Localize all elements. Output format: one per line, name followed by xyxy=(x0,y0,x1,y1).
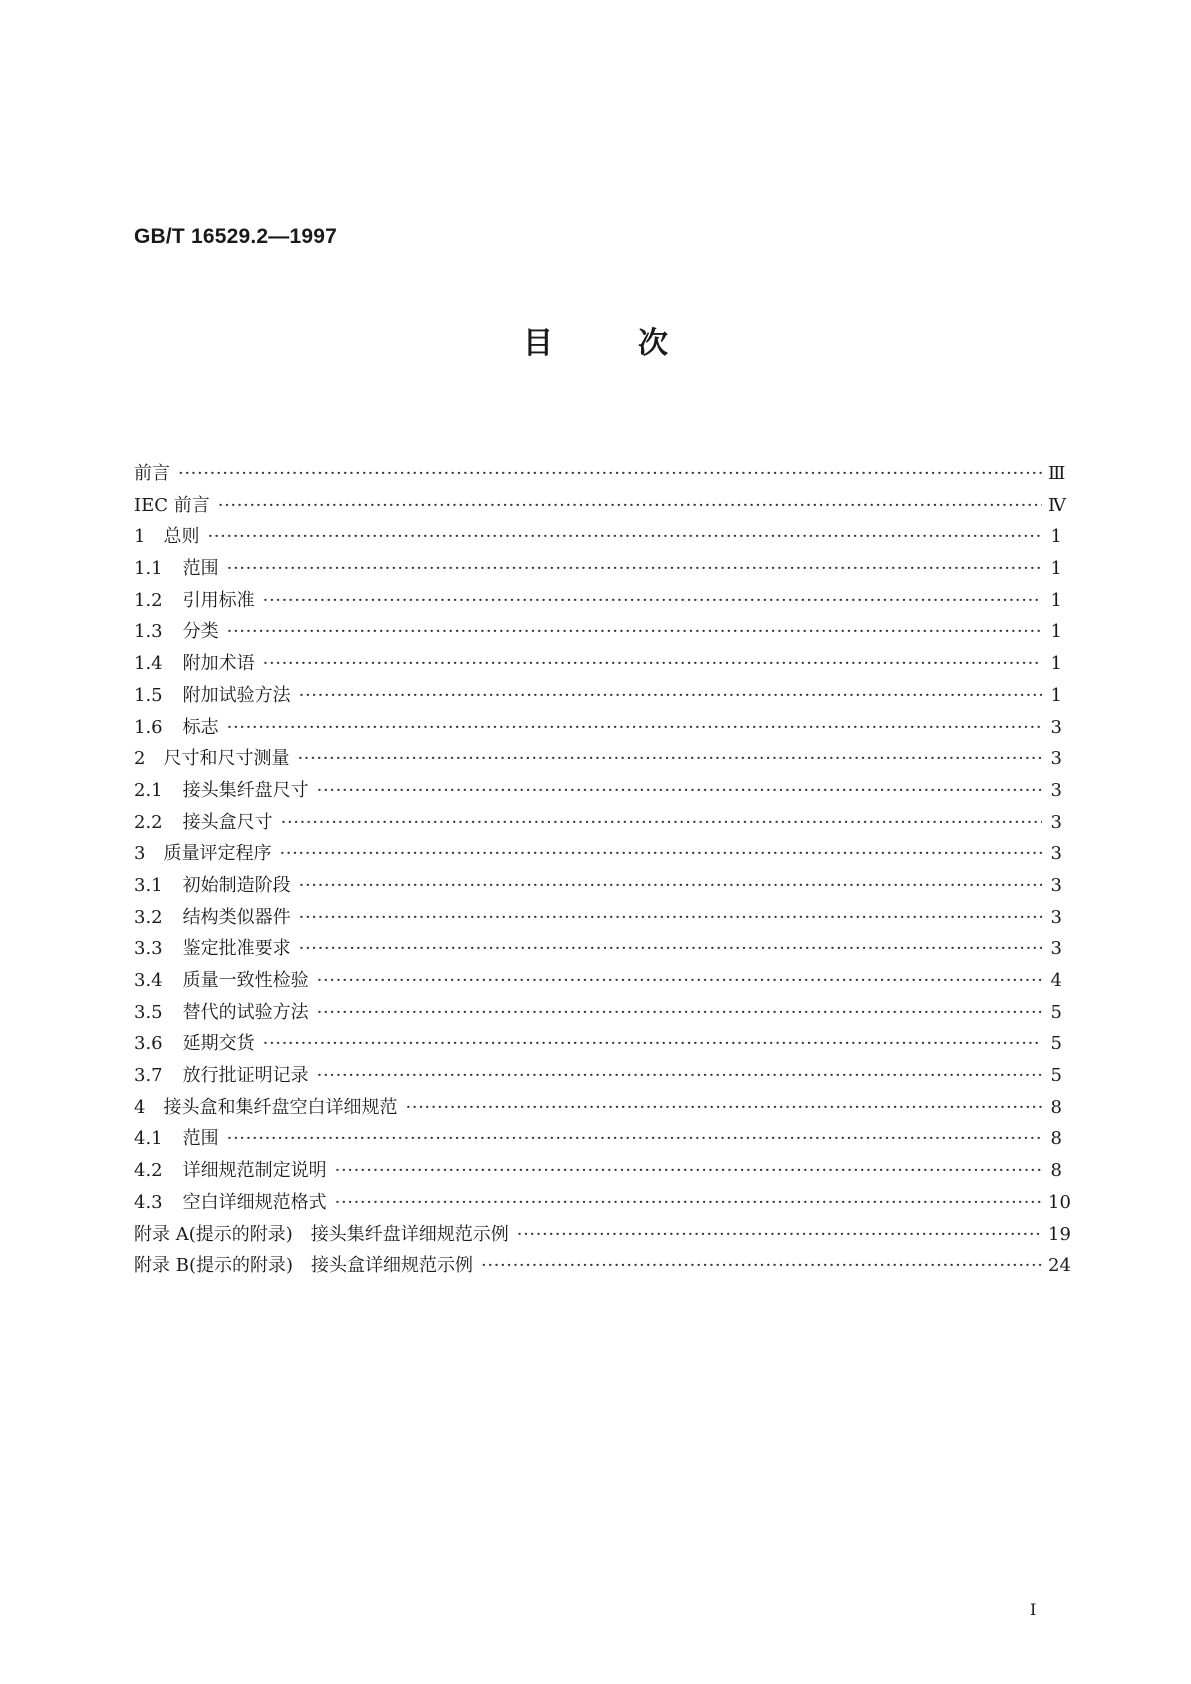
toc-entry-label: 延期交货 xyxy=(182,1033,255,1055)
toc-entry-page: 3 xyxy=(1050,874,1062,896)
toc-entry-label: 总则 xyxy=(163,526,200,548)
toc-entry-page: 24 xyxy=(1048,1255,1071,1277)
dot-leader xyxy=(207,526,1042,547)
toc-entry-label: 尺寸和尺寸测量 xyxy=(163,748,290,770)
toc-entry[interactable] xyxy=(134,1220,1071,1252)
title-char-2: 次 xyxy=(638,326,668,361)
dot-leader xyxy=(279,843,1042,864)
toc-entry-label: 鉴定批准要求 xyxy=(182,938,291,960)
toc-entry-page: 3 xyxy=(1050,843,1062,865)
dot-leader xyxy=(317,1065,1042,1086)
toc-entry-page: 1 xyxy=(1050,621,1062,643)
toc-entry[interactable] xyxy=(134,998,1062,1030)
toc-entry[interactable] xyxy=(134,776,1062,808)
dot-leader xyxy=(317,1002,1042,1023)
toc-entry[interactable] xyxy=(134,934,1062,966)
toc-entry-label: 接头集纤盘尺寸 xyxy=(182,779,309,801)
toc-entry-number: 3.1 xyxy=(134,874,163,896)
table-of-contents xyxy=(134,459,1071,1283)
toc-entry-page: 1 xyxy=(1050,653,1062,675)
title-char-1: 目 xyxy=(523,326,553,361)
toc-entry-number: 1.4 xyxy=(134,653,163,675)
dot-leader xyxy=(299,907,1042,928)
toc-entry-page: 3 xyxy=(1050,748,1062,770)
dot-leader xyxy=(335,1192,1042,1213)
toc-entry-page: Ⅳ xyxy=(1048,494,1066,516)
toc-entry[interactable] xyxy=(134,871,1062,903)
toc-entry-label: 接头盒尺寸 xyxy=(182,811,273,833)
dot-leader xyxy=(263,1033,1042,1054)
dot-leader xyxy=(299,938,1042,959)
toc-entry-label: 引用标准 xyxy=(182,589,255,611)
toc-entry-page: 10 xyxy=(1048,1191,1071,1213)
toc-entry-label: 结构类似器件 xyxy=(182,906,291,928)
toc-entry[interactable] xyxy=(134,808,1062,840)
dot-leader xyxy=(517,1224,1042,1245)
toc-entry-page: 5 xyxy=(1050,1065,1062,1087)
toc-entry[interactable] xyxy=(134,554,1062,586)
toc-entry-page: 1 xyxy=(1050,558,1062,580)
toc-entry-page: 8 xyxy=(1050,1160,1062,1182)
toc-entry-number: 3.3 xyxy=(134,938,163,960)
toc-entry-page: 1 xyxy=(1050,526,1062,548)
toc-entry[interactable] xyxy=(134,1188,1071,1220)
toc-entry[interactable] xyxy=(134,713,1062,745)
toc-entry[interactable] xyxy=(134,681,1062,713)
toc-entry[interactable] xyxy=(134,586,1062,618)
toc-entry-number: 4.1 xyxy=(134,1128,163,1150)
toc-entry-number: 3.2 xyxy=(134,906,163,928)
toc-entry-number: 4 xyxy=(134,1096,146,1118)
toc-entry-label: 分类 xyxy=(182,621,219,643)
toc-entry-label: 放行批证明记录 xyxy=(182,1065,309,1087)
toc-entry-label: 标志 xyxy=(182,716,219,738)
dot-leader xyxy=(227,621,1042,642)
toc-entry[interactable] xyxy=(134,1156,1062,1188)
dot-leader xyxy=(263,653,1042,674)
toc-entry-number: 3.7 xyxy=(134,1065,163,1087)
toc-entry-page: 1 xyxy=(1050,589,1062,611)
page-folio: I xyxy=(1030,1600,1037,1619)
toc-entry-label: 质量一致性检验 xyxy=(182,970,309,991)
toc-entry-number: 3.6 xyxy=(134,1033,163,1055)
toc-entry-number: 1.1 xyxy=(134,558,163,580)
toc-entry-number: 1.6 xyxy=(134,716,163,738)
toc-entry-label: 接头盒和集纤盘空白详细规范 xyxy=(163,1096,398,1118)
dot-leader xyxy=(317,970,1042,991)
toc-entry[interactable] xyxy=(134,459,1066,491)
toc-entry-number: 1.3 xyxy=(134,621,163,643)
dot-leader xyxy=(317,780,1042,801)
toc-entry-label: 范围 xyxy=(182,558,219,580)
toc-entry-number: 3 xyxy=(134,843,146,865)
toc-entry-label: 附加术语 xyxy=(182,653,255,675)
dot-leader xyxy=(281,812,1042,833)
toc-entry-number: 4.3 xyxy=(134,1191,163,1213)
toc-entry-number: 3.5 xyxy=(134,1001,163,1023)
toc-entry-page: 5 xyxy=(1050,1001,1062,1023)
toc-entry-page: 3 xyxy=(1050,716,1062,738)
standard-code: GB/T 16529.2—1997 xyxy=(134,225,338,248)
toc-entry-number: 2 xyxy=(134,748,146,770)
toc-entry[interactable] xyxy=(134,491,1066,523)
toc-entry-number: 2.2 xyxy=(134,811,163,833)
toc-entry-page: 8 xyxy=(1050,1096,1062,1118)
toc-entry-page: 3 xyxy=(1050,779,1062,801)
toc-entry-label: 初始制造阶段 xyxy=(182,874,291,896)
toc-entry[interactable] xyxy=(134,1061,1062,1093)
toc-entry-number: 1.2 xyxy=(134,589,163,611)
dot-leader xyxy=(227,717,1042,738)
toc-entry-page: 5 xyxy=(1050,1033,1062,1055)
toc-entry-number: 2.1 xyxy=(134,779,163,801)
toc-entry-label: 替代的试验方法 xyxy=(182,1001,309,1023)
toc-entry[interactable] xyxy=(134,1251,1071,1283)
toc-entry-number: 1 xyxy=(134,526,146,548)
toc-entry-page: Ⅲ xyxy=(1048,463,1066,484)
toc-entry-page: 8 xyxy=(1050,1128,1062,1150)
dot-leader xyxy=(227,1128,1042,1149)
dot-leader xyxy=(481,1255,1042,1276)
toc-entry-page: 3 xyxy=(1050,811,1062,833)
toc-entry-number: 1.5 xyxy=(134,684,163,706)
toc-entry-label: 前言 xyxy=(134,463,170,484)
toc-entry[interactable] xyxy=(134,903,1062,935)
toc-entry[interactable] xyxy=(134,839,1062,871)
toc-entry[interactable] xyxy=(134,649,1062,681)
dot-leader xyxy=(299,875,1042,896)
toc-entry-page: 3 xyxy=(1050,938,1062,960)
dot-leader xyxy=(405,1097,1042,1118)
toc-entry-label: 附录 B(提示的附录) 接头盒详细规范示例 xyxy=(134,1255,473,1277)
toc-entry[interactable] xyxy=(134,617,1062,649)
toc-entry[interactable] xyxy=(134,1093,1062,1125)
toc-entry-label: 范围 xyxy=(182,1128,219,1150)
toc-entry-page: 3 xyxy=(1050,906,1062,928)
toc-entry-label: 附录 A(提示的附录) 接头集纤盘详细规范示例 xyxy=(134,1223,509,1245)
page-title xyxy=(0,318,1191,362)
dot-leader xyxy=(335,1160,1042,1181)
toc-entry-label: 空白详细规范格式 xyxy=(182,1191,327,1213)
toc-entry-number: 4.2 xyxy=(134,1160,163,1182)
toc-entry[interactable] xyxy=(134,1124,1062,1156)
dot-leader xyxy=(178,463,1042,484)
toc-entry[interactable] xyxy=(134,966,1062,998)
toc-entry-page: 4 xyxy=(1050,970,1062,991)
toc-entry-label: IEC 前言 xyxy=(134,494,210,516)
toc-entry-label: 附加试验方法 xyxy=(182,684,291,706)
toc-entry-label: 质量评定程序 xyxy=(163,843,272,865)
dot-leader xyxy=(299,685,1042,706)
toc-entry-page: 19 xyxy=(1048,1223,1071,1245)
dot-leader xyxy=(263,590,1042,611)
toc-entry-label: 详细规范制定说明 xyxy=(182,1160,327,1182)
toc-entry[interactable] xyxy=(134,744,1062,776)
dot-leader xyxy=(227,558,1042,579)
toc-entry[interactable] xyxy=(134,522,1062,554)
dot-leader xyxy=(218,495,1042,516)
toc-entry[interactable] xyxy=(134,1029,1062,1061)
toc-entry-page: 1 xyxy=(1050,684,1062,706)
dot-leader xyxy=(297,748,1042,769)
toc-entry-number: 3.4 xyxy=(134,970,163,991)
